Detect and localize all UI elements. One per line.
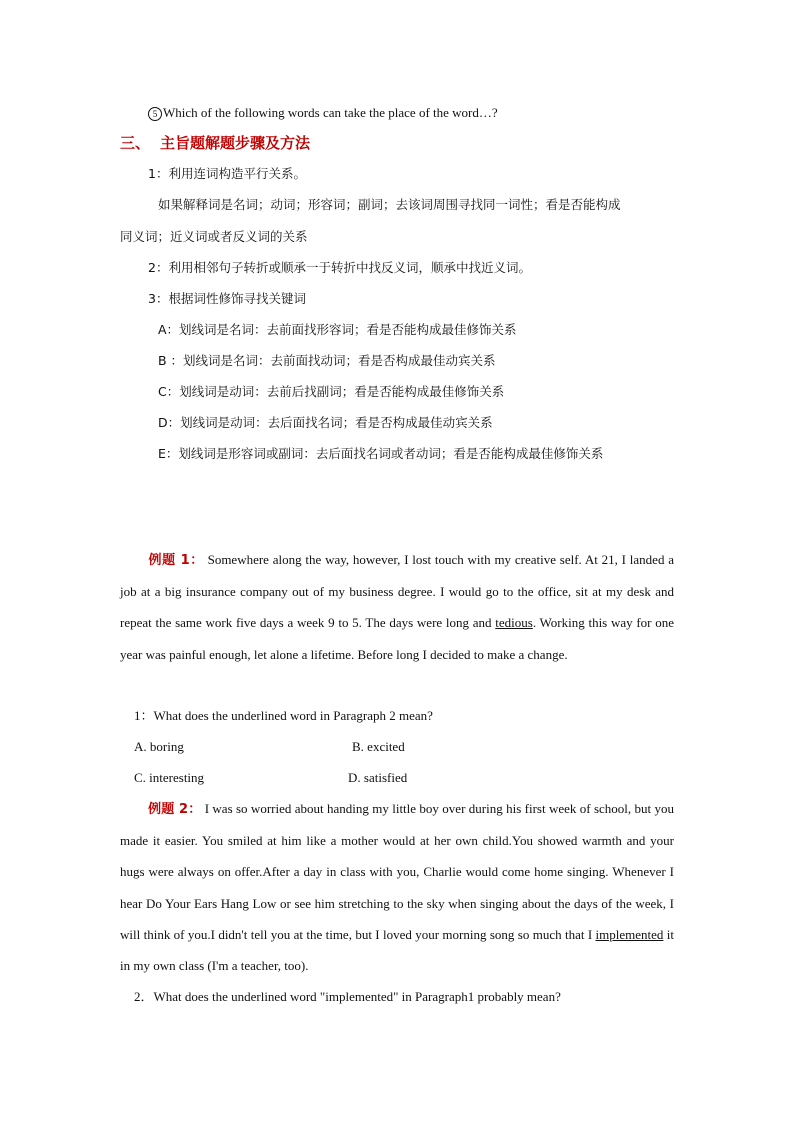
example-1-text-before: Somewhere along the way, however, I lost touch with my creative self. At 21, I landed a job at a big insurance company out of my business degree. I would go to the office, sit at my desk and repeat the same work five days a week 9 to 5. The days were long and (120, 552, 674, 631)
option-d: D. satisfied (348, 770, 408, 785)
example-2-question: 2．What does the underlined word "implemented" in Paragraph1 probably mean? (134, 989, 561, 1004)
method-3-title: 3：根据词性修饰寻找关键词 (148, 291, 306, 306)
method-3-item-e: E：划线词是形容词或副词：去后面找名词或者动词；看是否能构成最佳修饰关系 (158, 446, 604, 461)
example-1-underlined-word: tedious (495, 615, 533, 631)
circled-number-5: 5 (148, 107, 162, 121)
method-3-item-c: C：划线词是动词：去前后找副词；看是否能构成最佳修饰关系 (158, 384, 505, 399)
method-1-title: 1：利用连词构造平行关系。 (148, 166, 306, 181)
example-2-text-before: I was so worried about handing my little boy over during his first week of school, but you made it easier. You smiled at him like a mother would at her own child.You showed warmth and your hugs were always on offer.After a day in class with you, Charlie would come home singing. Whenever I hear Do Your Ears Hang Low or see him stretching to the sky when singing about the days of the week, I will think of you.I didn't tell you at the time, but I loved your morning song so much that I (120, 801, 675, 942)
option-a: A. boring (134, 739, 184, 754)
method-1-desc-line-1: 如果解释词是名词；动词；形容词；副词；去该词周围寻找同一词性；看是否能构成 (158, 197, 621, 212)
example-2-underlined-word: implemented (595, 926, 664, 942)
example-2-label: 例题 2： (148, 802, 202, 817)
method-1-desc-line-2: 同义词；近义词或者反义词的关系 (120, 229, 308, 244)
question-5-text: Which of the following words can take the place of the word…? (163, 105, 498, 120)
method-3-item-a: A：划线词是名词：去前面找形容词；看是否能构成最佳修饰关系 (158, 322, 517, 337)
method-3-item-b: B ：划线词是名词：去前面找动词；看是否构成最佳动宾关系 (158, 353, 496, 368)
question-5 (148, 105, 498, 121)
example-1-label: 例题 1： (148, 553, 204, 568)
section-number: 三、 (120, 134, 151, 152)
option-c: C. interesting (134, 770, 205, 785)
method-3-item-d: D：划线词是动词：去后面找名词；看是否构成最佳动宾关系 (158, 415, 493, 430)
section-title: 主旨题解题步骤及方法 (160, 134, 311, 152)
example-2-text-after: it in my own class (I'm a teacher, too). (120, 926, 674, 974)
example-1-text-after: . Working this way for one year was painful enough, let alone a lifetime. Before long I decided to make a change. (120, 615, 675, 662)
option-b: B. excited (352, 739, 405, 754)
section-heading (120, 134, 310, 152)
example-1-question: 1：What does the underlined word in Paragraph 2 mean? (134, 708, 433, 723)
example-1-passage (120, 544, 674, 670)
method-2-title: 2：利用相邻句子转折或顺承一于转折中找反义词，顺承中找近义词。 (148, 260, 531, 275)
example-2-passage (120, 793, 674, 981)
